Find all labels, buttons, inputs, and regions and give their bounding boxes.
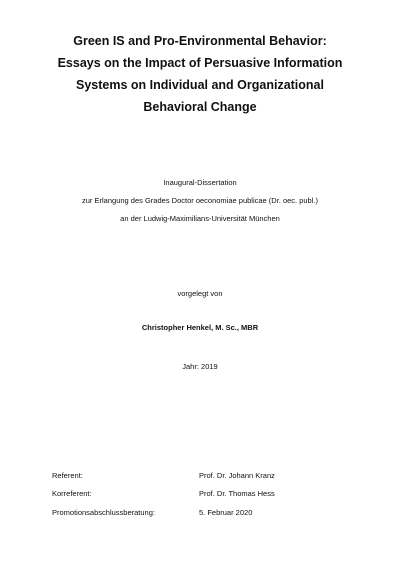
degree-purpose: zur Erlangung des Grades Doctor oeconomiae publicae (Dr. oec. publ.)	[82, 196, 318, 205]
committee-value: Prof. Dr. Johann Kranz	[199, 471, 275, 480]
dissertation-type: Inaugural-Dissertation	[163, 178, 237, 187]
committee-value: 5. Februar 2020	[199, 508, 253, 517]
year-text: Jahr: 2019	[182, 362, 218, 371]
dissertation-title	[0, 30, 400, 118]
title-line-1: Green IS and Pro-Environmental Behavior:	[73, 34, 327, 48]
title-line-3: Systems on Individual and Organizational	[76, 78, 324, 92]
committee-label: Referent:	[52, 471, 83, 480]
committee-label: Korreferent:	[52, 489, 92, 498]
title-line-4: Behavioral Change	[143, 100, 257, 114]
submitted-by-label: vorgelegt von	[177, 289, 223, 298]
university-name: an der Ludwig-Maximilians-Universität München	[120, 214, 280, 223]
committee-label: Promotionsabschlussberatung:	[52, 508, 155, 517]
author-name: Christopher Henkel, M. Sc., MBR	[141, 323, 259, 332]
committee-value: Prof. Dr. Thomas Hess	[199, 489, 275, 498]
title-line-2: Essays on the Impact of Persuasive Information	[57, 56, 343, 70]
